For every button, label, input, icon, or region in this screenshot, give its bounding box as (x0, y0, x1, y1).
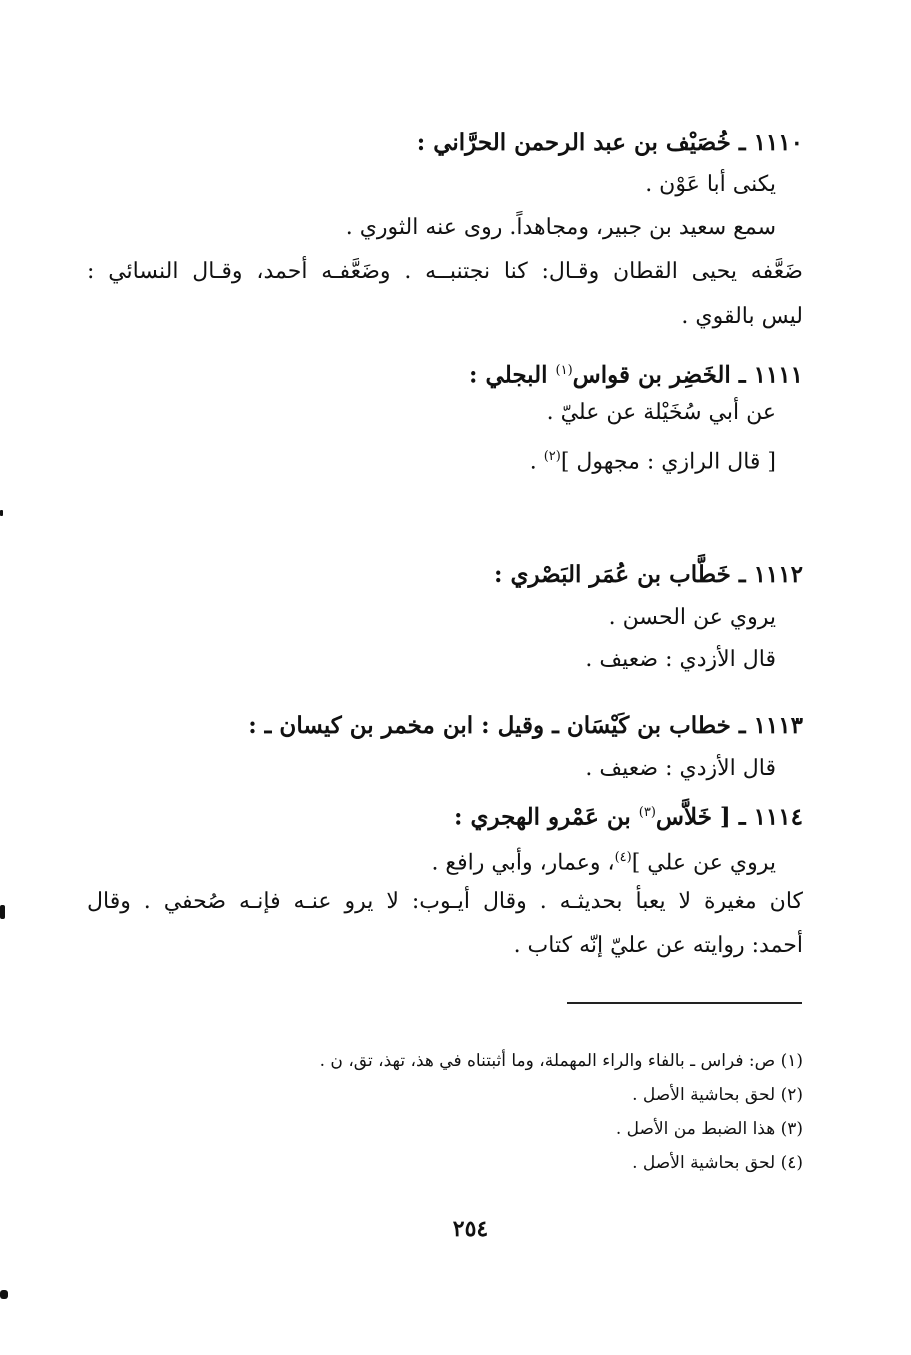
entry-1113-line: قال الأزدي : ضعيف . (585, 756, 776, 781)
entry-1113-heading: ١١١٣ ـ خطاب بن كَيْسَان ـ وقيل : ابن مخمر بن كيسان ـ : (248, 712, 803, 739)
entry-1111-heading-tail: البجلي : (469, 361, 556, 389)
entry-1114-line-text: يروي عن علي ] (631, 850, 776, 876)
entry-1114-heading-tail: بن عَمْرو الهجري : (453, 803, 639, 831)
page-number: ٢٥٤ (452, 1216, 489, 1242)
entry-1112-heading: ١١١٢ ـ خَطَّاب بن عُمَر البَصْري : (493, 561, 803, 588)
footnote-ref-3: (٣) (638, 805, 656, 820)
entry-1110-line: يكنى أبا عَوْن . (645, 172, 776, 197)
entry-1111-line: عن أبي سُخَيْلة عن عليّ . (546, 400, 776, 425)
entry-1114-line-tail: ، وعمار، وأبي رافع . (431, 850, 615, 876)
footnote-ref-4: (٤) (614, 850, 632, 865)
entry-1110-line: ليس بالقوي . (681, 304, 803, 329)
entry-1110-heading: ١١١٠ ـ خُصَيْف بن عبد الرحمن الحرَّاني : (416, 129, 803, 156)
footnote: (١) ص: فراس ـ بالفاء والراء المهملة، وما أثبتناه في هذ، تهذ، تق، ن . (319, 1051, 803, 1071)
footnote: (٢) لحق بحاشية الأصل . (632, 1085, 803, 1105)
entry-1114-line: أحمد: روايته عن عليّ إنّه كتاب . (513, 933, 803, 958)
footnote: (٤) لحق بحاشية الأصل . (632, 1153, 803, 1173)
entry-1111-heading (469, 356, 803, 391)
footnote-ref-1: (١) (555, 363, 573, 378)
entry-1111-heading-text: ١١١١ ـ الخَضِر بن قواس (572, 361, 803, 389)
entry-1110-line: ضَعَّفه يحيى القطان وقـال: كنا نجتنبــه . وضَعَّفـه أحمد، وقـال النسائي : (87, 259, 803, 284)
scan-mark (0, 510, 3, 516)
scan-mark (0, 905, 5, 919)
entry-1111-line-tail: . (529, 449, 544, 475)
entry-1114-line: كان مغيرة لا يعبأ بحديثـه . وقال أيـوب: لا يرو عنـه فإنـه صُحفي . وقال (87, 889, 803, 914)
footnote: (٣) هذا الضبط من الأصل . (615, 1119, 803, 1139)
entry-1114-heading-text: ١١١٤ ـ [ خَلاَّس (655, 803, 803, 831)
scan-mark (0, 1290, 8, 1299)
entry-1112-line: قال الأزدي : ضعيف . (585, 647, 776, 672)
footnote-separator (567, 1002, 802, 1004)
entry-1110-line: سمع سعيد بن جبير، ومجاهداً. روى عنه الثوري . (345, 215, 776, 240)
entry-1114-heading (454, 798, 803, 833)
entry-1114-line (431, 843, 776, 878)
entry-1112-line: يروي عن الحسن . (608, 605, 776, 630)
entry-1111-line (530, 442, 776, 477)
footnote-ref-2: (٢) (543, 449, 561, 464)
entry-1111-line-text: [ قال الرازي : مجهول ] (560, 449, 776, 475)
